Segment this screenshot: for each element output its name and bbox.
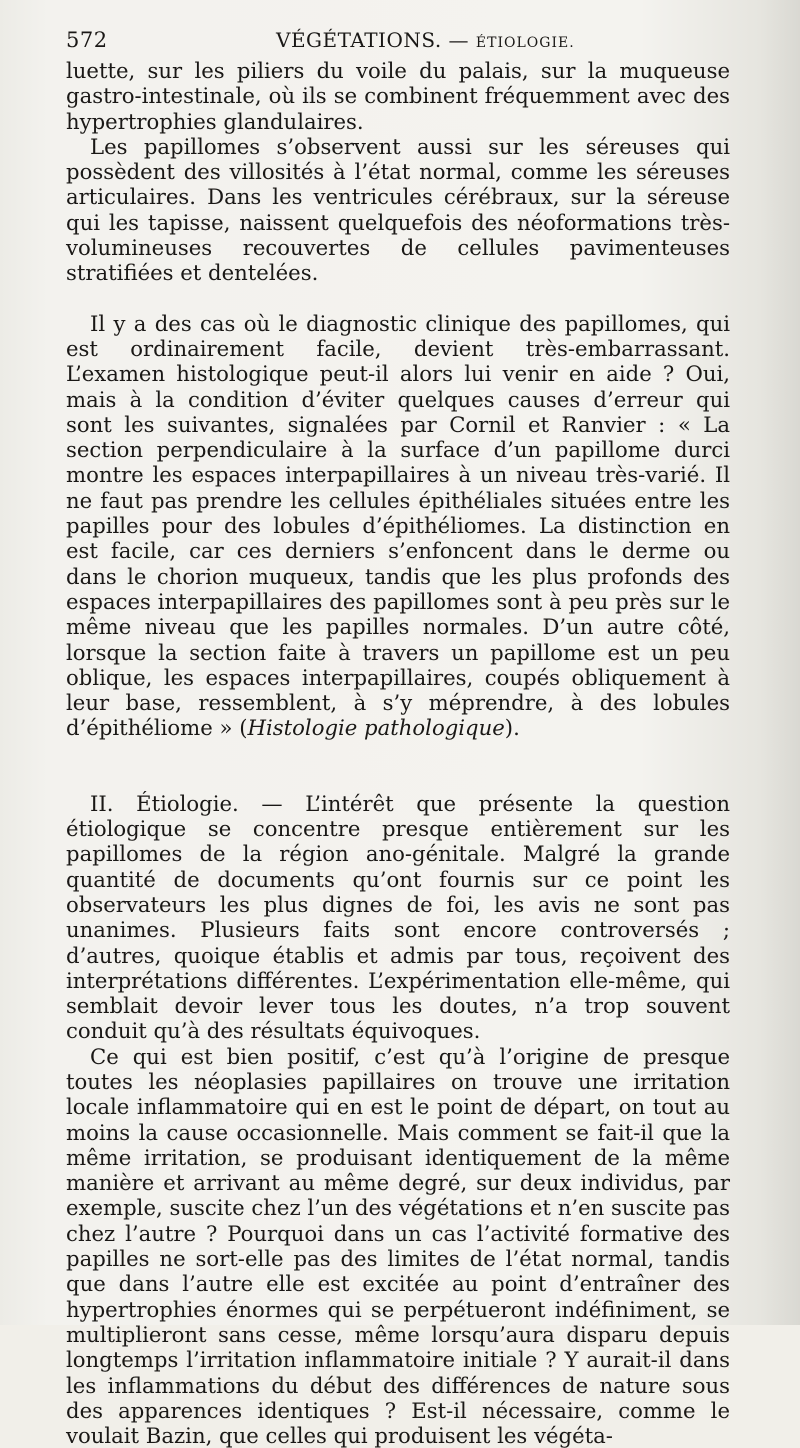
paragraph-spacer: [66, 286, 730, 311]
paragraph-continuation: luette, sur les piliers du voile du palais, sur la muqueuse gastro-intestinale, où ils se combinent fréquemment avec des hypertrophies glandulaires.: [66, 58, 730, 134]
citation-close: ).: [504, 715, 520, 741]
running-title-main: VÉGÉTATIONS. —: [276, 28, 470, 52]
etiologie-text: L’intérêt que présente la question étiologique se concentre presque entièrement sur les papillomes de la région ano-génitale. Malgré la grande quantité de documents qu’ont fournis sur ce point les observateurs les plus dignes de foi, les avis ne sont pas unanimes. Plusieurs faits sont encore controversés ; d’autres, quoique établis et admis par tous, reçoivent des interprétations différentes. L’expérimentation elle-même, qui semblait devoir lever tous les doutes, n’a trop souvent conduit qu’à des résultats équivoques.: [66, 790, 730, 1044]
paragraph-origine: Ce qui est bien positif, c’est qu’à l’origine de presque toutes les néoplasies papillaires on trouve une irritation locale inflammatoire qui en est le point de départ, on tout au moins la cause occasionnelle. Mais comment se fait-il que la même irritation, se produisant identiquement de la même manière et arrivant au même degré, sur deux individus, par exemple, suscite chez l’un des végétations et n’en suscite pas chez l’autre ? Pourquoi dans un cas l’activité formative des papilles ne sort-elle pas des limites de l’état normal, tandis que dans l’autre elle est excitée au point d’entraîner des hypertrophies énormes qui se perpétueront indéfiniment, se multiplieront sans cesse, même lorsqu’aura disparu depuis longtemps l’irritation inflammatoire initiale ? Y aurait-il dans les inflammations du début des différences de nature sous des apparences identiques ? Est-il nécessaire, comme le voulait Bazin, que celles qui produisent les végéta-: [66, 1043, 730, 1448]
page-number: 572: [66, 28, 108, 52]
running-header: [66, 24, 732, 56]
paragraph-sereuses: Les papillomes s’observent aussi sur les séreuses qui possèdent des villosités à l’état normal, comme les séreuses articulaires. Dans les ventricules cérébraux, sur la séreuse qui les tapisse, naissent quelquefois des néoformations très-volumineuses recouvertes de cellules pavimenteuses stratifiées et dentelées.: [66, 133, 730, 286]
section-heading: II. Étiologie. —: [90, 790, 283, 816]
diagnostic-text: Il y a des cas où le diagnostic clinique des papillomes, qui est ordinairement facile, devient très-embarrassant. L’examen histologique peut-il alors lui venir en aide ? Oui, mais à la condition d’éviter quelques causes d’erreur qui sont les suivantes, signalées par Cornil et Ranvier : « La section perpendiculaire à la surface d’un papillome durci montre les espaces interpapillaires à un niveau très-varié. Il ne faut pas prendre les cellules épithéliales situées entre les papilles pour des lobules d’épithéliomes. La distinction en est facile, car ces derniers s’enfoncent dans le derme ou dans le chorion muqueux, tandis que les plus profonds des espaces interpapillaires des papillomes sont à peu près sur le même niveau que les papilles normales. D’un autre côté, lorsque la section faite à travers un papillome est un peu oblique, les espaces interpapillaires, coupés obliquement à leur base, ressemblent, à s’y méprendre, à des lobules d’épithéliome » (: [66, 310, 730, 741]
page-body: [66, 58, 730, 1448]
citation-title: Histologie pathologique: [247, 715, 505, 741]
paragraph-etiologie: [66, 791, 730, 1044]
running-title-section: ÉTIOLOGIE.: [475, 35, 575, 51]
running-title: [276, 28, 575, 52]
paragraph-diagnostic: [66, 311, 730, 741]
section-spacer: [66, 741, 730, 791]
